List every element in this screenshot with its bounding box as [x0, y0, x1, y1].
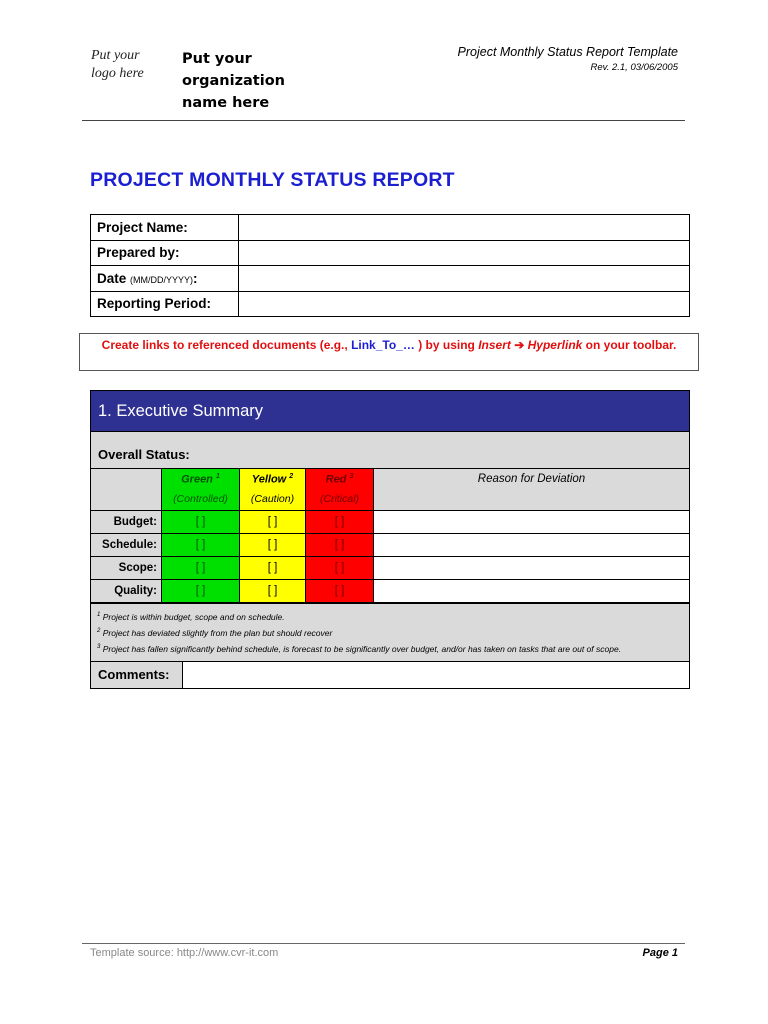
project-name-label: Project Name:	[91, 215, 239, 241]
overall-status-label: Overall Status:	[98, 447, 190, 462]
note-insert: Insert	[478, 338, 511, 352]
org-line-3: name here	[182, 95, 270, 111]
yellow-label: Yellow	[251, 473, 287, 486]
comments-row	[91, 661, 689, 688]
date-label: Date	[97, 270, 127, 286]
comments-field[interactable]	[183, 662, 689, 688]
footnote-1-text: Project is within budget, scope and on schedule.	[102, 611, 285, 622]
logo-placeholder	[91, 47, 144, 83]
quality-label: Quality:	[91, 580, 162, 603]
scope-reason-field[interactable]	[374, 557, 690, 580]
schedule-reason-field[interactable]	[374, 534, 690, 557]
scope-yellow-checkbox[interactable]: [ ]	[240, 557, 306, 580]
org-line-1: Put your	[182, 51, 252, 67]
schedule-label: Schedule:	[91, 534, 162, 557]
red-header	[306, 469, 374, 511]
budget-row	[91, 511, 689, 534]
note-text-2: ) by using	[414, 338, 479, 352]
yellow-sublabel: (Caution)	[250, 492, 295, 505]
budget-label: Budget:	[91, 511, 162, 534]
quality-reason-field[interactable]	[374, 580, 690, 603]
reason-header: Reason for Deviation	[374, 469, 690, 511]
footnote-2-marker: 2	[97, 627, 101, 634]
prepared-by-label: Prepared by:	[91, 240, 239, 266]
budget-yellow-checkbox[interactable]: [ ]	[240, 511, 306, 534]
green-footnote-ref: 1	[215, 473, 220, 480]
quality-yellow-checkbox[interactable]: [ ]	[240, 580, 306, 603]
footnote-3-marker: 3	[97, 643, 101, 650]
status-table	[91, 468, 689, 603]
note-text-1: Create links to referenced documents (e.g.,	[101, 338, 352, 352]
schedule-red-checkbox[interactable]: [ ]	[306, 534, 374, 557]
quality-red-checkbox[interactable]: [ ]	[306, 580, 374, 603]
table-row	[91, 215, 690, 241]
budget-red-checkbox[interactable]: [ ]	[306, 511, 374, 534]
scope-red-checkbox[interactable]: [ ]	[306, 557, 374, 580]
project-info-table	[90, 214, 690, 317]
example-link[interactable]: Link_To_…	[351, 338, 415, 352]
logo-line-2: logo here	[91, 66, 144, 81]
table-row	[91, 240, 690, 266]
footnote-2	[97, 626, 683, 639]
footnote-3	[97, 642, 683, 655]
footnote-1-marker: 1	[97, 612, 101, 618]
template-source: Template source: http://www.cvr-it.com	[90, 947, 279, 959]
comments-label: Comments:	[91, 662, 183, 688]
schedule-row	[91, 534, 689, 557]
reporting-period-label: Reporting Period:	[91, 291, 239, 317]
template-revision: Rev. 2.1, 03/06/2005	[590, 62, 678, 73]
section-heading: 1. Executive Summary	[91, 391, 689, 432]
note-hyperlink: Hyperlink	[527, 338, 583, 352]
corner-cell	[91, 469, 162, 511]
status-footnotes	[91, 603, 689, 661]
yellow-footnote-ref: 2	[289, 473, 294, 480]
status-header-row	[91, 469, 689, 511]
prepared-by-field[interactable]	[239, 240, 690, 266]
quality-green-checkbox[interactable]: [ ]	[162, 580, 240, 603]
budget-green-checkbox[interactable]: [ ]	[162, 511, 240, 534]
schedule-green-checkbox[interactable]: [ ]	[162, 534, 240, 557]
footnote-2-text: Project has deviated slightly from the plan but should recover	[102, 627, 333, 638]
project-name-field[interactable]	[239, 215, 690, 241]
scope-row	[91, 557, 689, 580]
red-footnote-ref: 3	[349, 473, 354, 480]
budget-reason-field[interactable]	[374, 511, 690, 534]
green-header	[162, 469, 240, 511]
executive-summary-section	[90, 390, 690, 689]
org-line-2: organization	[182, 73, 285, 89]
table-row	[91, 291, 690, 317]
red-label: Red	[325, 473, 347, 486]
reporting-period-field[interactable]	[239, 291, 690, 317]
footer-divider	[82, 943, 685, 944]
schedule-yellow-checkbox[interactable]: [ ]	[240, 534, 306, 557]
logo-line-1: Put your	[91, 48, 140, 63]
yellow-header	[240, 469, 306, 511]
red-sublabel: (Critical)	[319, 492, 360, 505]
green-sublabel: (Controlled)	[173, 492, 228, 505]
organization-name	[182, 48, 285, 114]
date-field[interactable]	[239, 266, 690, 292]
page-number: Page 1	[642, 947, 678, 959]
page-title: PROJECT MONTHLY STATUS REPORT	[90, 169, 455, 191]
template-title: Project Monthly Status Report Template	[457, 45, 678, 59]
arrow-icon: ➔	[514, 338, 525, 352]
green-label: Green	[181, 473, 213, 486]
note-text-3: on your toolbar.	[582, 338, 677, 352]
hyperlink-instruction-box	[79, 333, 699, 371]
footnote-3-text: Project has fallen significantly behind schedule, is forecast to be significantly over budget, and/or has taken on tasks that are out of scope.	[102, 643, 622, 654]
scope-label: Scope:	[91, 557, 162, 580]
table-row	[91, 266, 690, 292]
date-label-cell: Date (MM/DD/YYYY):	[91, 266, 239, 292]
quality-row	[91, 580, 689, 603]
footnote-1	[97, 610, 683, 623]
scope-green-checkbox[interactable]: [ ]	[162, 557, 240, 580]
header-divider	[82, 120, 685, 121]
date-format: (MM/DD/YYYY)	[130, 274, 194, 285]
